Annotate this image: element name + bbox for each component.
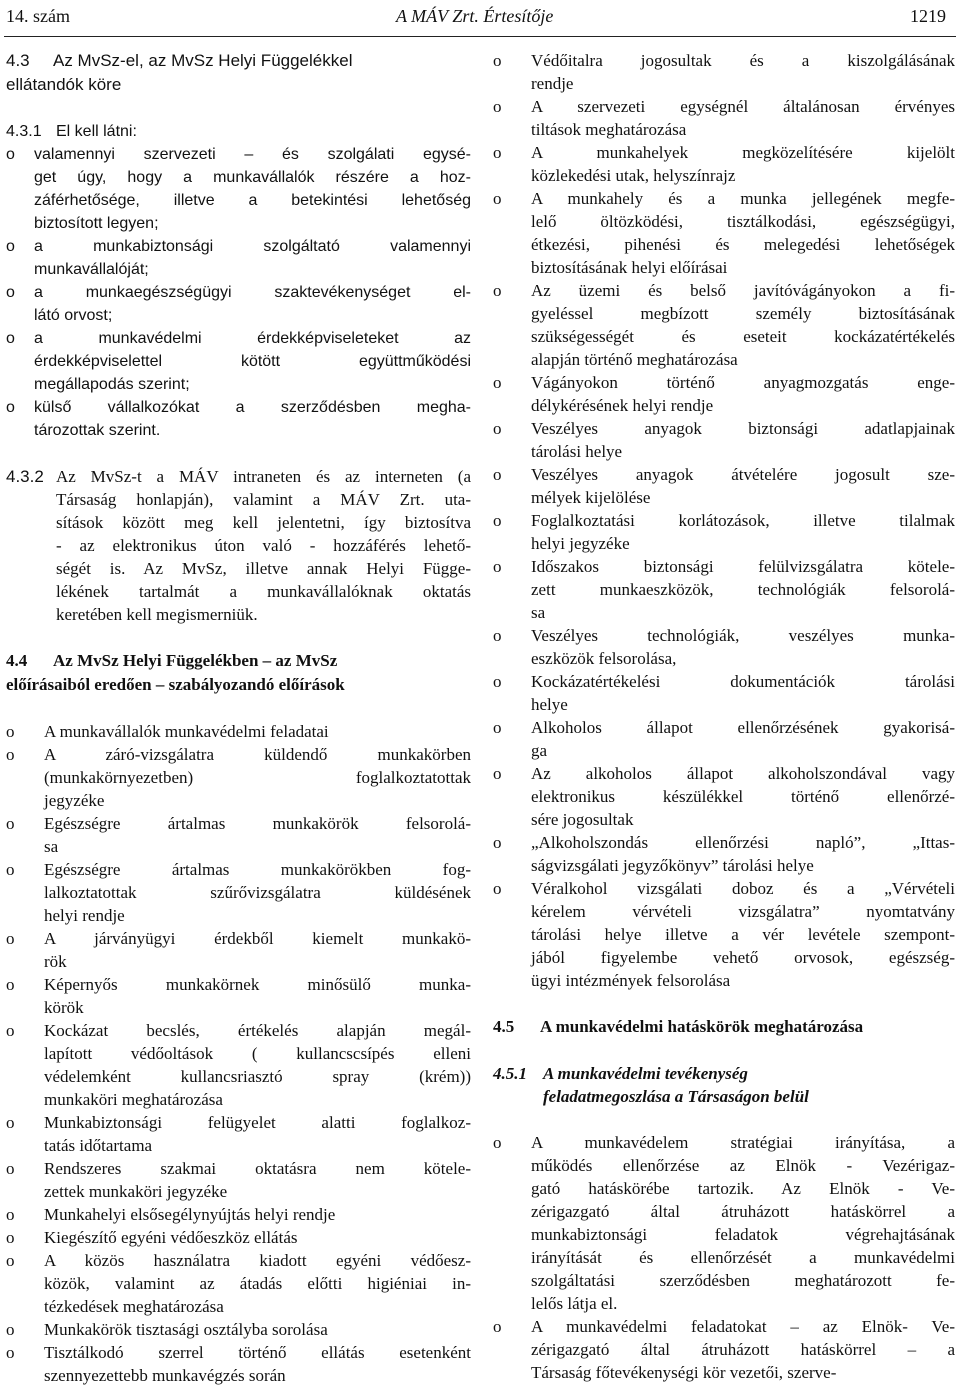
- list-item: [493, 670, 955, 716]
- section-4-5-1-heading: [493, 1062, 955, 1108]
- item-line: tézkedések meghatározása: [44, 1297, 224, 1316]
- bullet-marker: o: [6, 929, 15, 948]
- item-line: Rendszeres szakmai oktatásra nem kötele-: [44, 1159, 471, 1178]
- item-line: szükségességét és eseteit kockázatértékelés: [531, 327, 955, 346]
- item-line: ságvizsgálati jegyzőkönyv” tárolási helye: [531, 856, 814, 875]
- item-line: eszközök felsorolása,: [531, 649, 677, 668]
- bullet-marker: o: [493, 143, 502, 162]
- item-line: mélyek kijelölése: [531, 488, 651, 507]
- item-line: Védőitalra jogosultak és a kiszolgálásának: [531, 51, 955, 70]
- list-item: [6, 1157, 471, 1203]
- page-number: 1219: [910, 6, 946, 26]
- item-line: megállapodás szerint;: [34, 376, 190, 393]
- bullet-marker: o: [6, 745, 15, 764]
- list-item: [493, 187, 955, 279]
- list-item: [493, 141, 955, 187]
- item-line: irányítását és ellenőrzését a munkavédelmi: [531, 1248, 955, 1267]
- publication-title: A MÁV Zrt. Értesítője: [396, 6, 554, 26]
- item-line: szolgáltatási szerződésben meghatározott fe-: [531, 1271, 955, 1290]
- bullet-marker: o: [6, 975, 15, 994]
- item-line: záférhetősége, illetve a betekintési lehetőség: [34, 192, 471, 209]
- regulation-list-continued: [493, 49, 955, 992]
- item-line: helyi rendje: [44, 906, 125, 925]
- heading-line: Az MvSz Helyi Függelékben – az MvSz: [53, 651, 338, 670]
- section-number: 4.3.2: [6, 467, 44, 486]
- item-line: Kockázat becslés, értékelés alapján megál-: [44, 1021, 471, 1040]
- heading-line: Az MvSz-el, az MvSz Helyi Függelékkel: [53, 51, 353, 70]
- list-item: [6, 973, 471, 1019]
- heading-line: A munkavédelmi tevékenység: [543, 1064, 748, 1083]
- list-item: [6, 143, 471, 235]
- bullet-marker: o: [493, 511, 502, 530]
- bullet-marker: o: [6, 1228, 15, 1247]
- responsibility-list: [493, 1131, 955, 1384]
- item-line: lalkoztatottak szűrővizsgálatra küldésének: [44, 883, 471, 902]
- bullet-marker: o: [493, 97, 502, 116]
- bullet-marker: o: [493, 833, 502, 852]
- paragraph-line: Társaság honlapján), valamint a MÁV Zrt. uta-: [56, 490, 471, 509]
- left-column: [6, 40, 471, 1387]
- right-column: [493, 40, 955, 1384]
- bullet-marker: o: [493, 718, 502, 737]
- item-line: Egészségre ártalmas munkakörök felsorolá-: [44, 814, 471, 833]
- paragraph-line: Az MvSz-t a MÁV intraneten és az interneten (a: [56, 467, 471, 486]
- bullet-marker: o: [6, 238, 15, 255]
- bullet-marker: o: [6, 1251, 15, 1270]
- item-line: látó orvost;: [34, 307, 113, 324]
- list-item: [493, 417, 955, 463]
- item-line: a munkaegészségügyi szaktevékenységet el-: [34, 284, 471, 301]
- bullet-marker: o: [6, 399, 15, 416]
- item-line: tiltások meghatározása: [531, 120, 687, 139]
- item-line: A munkavállalók munkavédelmi feladatai: [44, 722, 329, 741]
- item-line: Képernyős munkakörnek minősülő munka-: [44, 975, 471, 994]
- list-item: [6, 1203, 471, 1226]
- item-line: jából figyelembe vehető orvosok, egészség-: [531, 948, 955, 967]
- item-line: gató hatáskörébe tartozik. Az Elnök - Ve-: [531, 1179, 955, 1198]
- heading-line: ellátandók köre: [6, 75, 122, 94]
- bullet-marker: o: [493, 373, 502, 392]
- section-4-3-heading: [6, 49, 471, 97]
- item-line: zett munkaeszközök, technológiák felsorolá-: [531, 580, 955, 599]
- item-line: munkaköri meghatározása: [44, 1090, 223, 1109]
- paragraph-line: - az elektronikus úton való - hozzáférés lehető-: [56, 536, 471, 555]
- section-number: 4.3: [6, 51, 30, 70]
- item-line: Az üzemi és belső javítóvágányokon a fi-: [531, 281, 955, 300]
- heading-line: feladatmegoszlása a Társaságon belül: [543, 1087, 809, 1106]
- bullet-marker: o: [6, 1159, 15, 1178]
- list-item: [6, 1341, 471, 1387]
- list-item: [6, 1019, 471, 1111]
- paragraph-line: keretében kell megismerniük.: [56, 605, 258, 624]
- bullet-marker: o: [493, 764, 502, 783]
- bullet-marker: o: [6, 860, 15, 879]
- bullet-marker: o: [493, 557, 502, 576]
- list-item: [6, 396, 471, 442]
- page-header: [0, 0, 960, 36]
- bullet-marker: o: [6, 1021, 15, 1040]
- item-line: védelemként kullancsriasztó spray (krém)): [44, 1067, 471, 1086]
- paragraph-line: sítások között meg kell jelentetni, így biztosítva: [56, 513, 471, 532]
- bullet-marker: o: [493, 879, 502, 898]
- list-item: [493, 1315, 955, 1384]
- list-item: [493, 831, 955, 877]
- item-line: Időszakos biztonsági felülvizsgálatra kötele-: [531, 557, 955, 576]
- item-line: Munkabiztonsági felügyelet alatti foglalkoz-: [44, 1113, 471, 1132]
- item-line: közlekedési utak, helyszínrajz: [531, 166, 736, 185]
- list-item: [493, 555, 955, 624]
- item-line: külső vállalkozókat a szerződésben megha-: [34, 399, 471, 416]
- item-line: lelős látja el.: [531, 1294, 618, 1313]
- list-item: [6, 720, 471, 743]
- paragraph-line: lékének tartalmát a munkavállalóknak oktatás: [56, 582, 471, 601]
- list-item: [493, 624, 955, 670]
- list-item: [493, 716, 955, 762]
- bullet-marker: o: [6, 330, 15, 347]
- item-line: Társaság főtevékenységi kör vezetői, szerve-: [531, 1363, 837, 1382]
- item-line: A közös használatra kiadott egyéni védőesz-: [44, 1251, 471, 1270]
- item-line: „Alkoholszondás ellenőrzési napló”, „Ittas-: [531, 833, 955, 852]
- item-line: A járványügyi érdekből kiemelt munkakö-: [44, 929, 471, 948]
- list-item: [6, 812, 471, 858]
- item-line: Veszélyes anyagok átvételére jogosult sze-: [531, 465, 955, 484]
- item-line: Vágányokon történő anyagmozgatás enge-: [531, 373, 955, 392]
- bullet-marker: o: [6, 284, 15, 301]
- item-line: rendje: [531, 74, 574, 93]
- bullet-marker: o: [6, 1320, 15, 1339]
- item-line: helyi jegyzéke: [531, 534, 630, 553]
- issue-number: 14. szám: [6, 6, 70, 26]
- bullet-marker: o: [6, 814, 15, 833]
- bullet-marker: o: [493, 419, 502, 438]
- item-line: Kiegészítő egyéni védőeszköz ellátás: [44, 1228, 298, 1247]
- item-line: Alkoholos állapot ellenőrzésének gyakorisá-: [531, 718, 955, 737]
- list-item: [493, 877, 955, 992]
- list-item: [493, 371, 955, 417]
- item-line: étkezési, pihenési és melegedési lehetőségek: [531, 235, 955, 254]
- item-line: zettek munkaköri jegyzéke: [44, 1182, 228, 1201]
- item-line: Munkakörök tisztasági osztályba sorolása: [44, 1320, 328, 1339]
- bullet-marker: o: [493, 1317, 502, 1336]
- item-line: valamennyi szervezeti – és szolgálati egysé-: [34, 146, 471, 163]
- list-item: [493, 762, 955, 831]
- item-line: Tisztálkodó szerrel történő ellátás esetenként: [44, 1343, 471, 1362]
- list-item: [493, 463, 955, 509]
- item-line: tárolási helye: [531, 442, 623, 461]
- item-line: alapján történő meghatározása: [531, 350, 738, 369]
- item-line: érdekképviselettel kötött együttműködési: [34, 353, 471, 370]
- header-rule: [4, 36, 956, 37]
- list-item: [493, 1131, 955, 1315]
- item-line: gyeléssel megbízott személy biztosításának: [531, 304, 955, 323]
- section-number: 4.4: [6, 651, 28, 670]
- item-line: lelő öltözködési, tisztálkodási, egészségügyi,: [531, 212, 955, 231]
- list-item: [6, 1226, 471, 1249]
- list-item: [6, 1111, 471, 1157]
- bullet-marker: o: [493, 465, 502, 484]
- item-line: zérigazgató által átruházott hatáskörrel a: [531, 1202, 955, 1221]
- item-line: sére jogosultak: [531, 810, 634, 829]
- item-line: kérelem vérvételi vizsgálatra” nyomtatvány: [531, 902, 955, 921]
- item-line: tárolási helye illetve a vér levétele szempont-: [531, 925, 955, 944]
- item-line: A munkavédelem stratégiai irányítása, a: [531, 1133, 955, 1152]
- item-line: Egészségre ártalmas munkakörökben fog-: [44, 860, 471, 879]
- item-line: Munkahelyi elsősegélynyújtás helyi rendje: [44, 1205, 336, 1224]
- bullet-marker: o: [493, 51, 502, 70]
- distribution-list: [6, 143, 471, 442]
- heading-line: előírásaiból eredően – szabályozandó előírások: [6, 675, 345, 694]
- list-item: [493, 279, 955, 371]
- item-line: lapított védőoltások ( kullancscsípés elleni: [44, 1044, 471, 1063]
- item-line: get úgy, hogy a munkavállalók részére a hoz-: [34, 169, 471, 186]
- item-line: közök, valamint az átadás előtti higiéniai in-: [44, 1274, 471, 1293]
- item-line: Veszélyes anyagok biztonsági adatlapjainak: [531, 419, 955, 438]
- list-item: [6, 927, 471, 973]
- section-intro: El kell látni:: [56, 123, 137, 140]
- item-line: munkavállalóját;: [34, 261, 149, 278]
- bullet-marker: o: [6, 1113, 15, 1132]
- section-4-3-1: [6, 120, 471, 143]
- list-item: [6, 858, 471, 927]
- item-line: körök: [44, 998, 84, 1017]
- bullet-marker: o: [6, 146, 15, 163]
- item-line: tározottak szerint.: [34, 422, 161, 439]
- list-item: [493, 49, 955, 95]
- item-line: jegyzéke: [44, 791, 105, 810]
- list-item: [6, 1249, 471, 1318]
- list-item: [493, 509, 955, 555]
- item-line: szennyezettebb munkavégzés során: [44, 1366, 286, 1385]
- section-4-5-heading: [493, 1015, 955, 1039]
- section-number: 4.5.1: [493, 1064, 527, 1083]
- item-line: A munkahelyek megközelítésére kijelölt: [531, 143, 955, 162]
- list-item: [6, 327, 471, 396]
- bullet-marker: o: [6, 722, 15, 741]
- item-line: a munkabiztonsági szolgáltató valamennyi: [34, 238, 471, 255]
- bullet-marker: o: [493, 281, 502, 300]
- item-line: Kockázatértékelési dokumentációk tárolási: [531, 672, 955, 691]
- item-line: Az alkoholos állapot alkoholszondával vagy: [531, 764, 955, 783]
- section-4-4-heading: [6, 649, 471, 697]
- bullet-marker: o: [493, 1133, 502, 1152]
- regulation-list: [6, 720, 471, 1387]
- list-item: [6, 1318, 471, 1341]
- item-line: sa: [531, 603, 546, 622]
- bullet-marker: o: [493, 626, 502, 645]
- item-line: A szervezeti egységnél általánosan érvényes: [531, 97, 955, 116]
- item-line: helye: [531, 695, 568, 714]
- section-number: 4.5: [493, 1017, 515, 1036]
- item-line: A záró-vizsgálatra küldendő munkakörben: [44, 745, 471, 764]
- section-4-3-2: [6, 465, 471, 626]
- paragraph-line: ségét is. Az MvSz, illetve annak Helyi Függe-: [56, 559, 471, 578]
- bullet-marker: o: [6, 1205, 15, 1224]
- item-line: rök: [44, 952, 67, 971]
- item-line: elektronikus készülékkel történő ellenőrzé-: [531, 787, 955, 806]
- item-line: Veszélyes technológiák, veszélyes munka-: [531, 626, 955, 645]
- list-item: [6, 235, 471, 281]
- item-line: Foglalkoztatási korlátozások, illetve tilalmak: [531, 511, 955, 530]
- item-line: a munkavédelmi érdekképviseleteket az: [34, 330, 471, 347]
- bullet-marker: o: [493, 189, 502, 208]
- item-line: ga: [531, 741, 548, 760]
- item-line: biztosított legyen;: [34, 215, 159, 232]
- item-line: Véralkohol vizsgálati doboz és a „Vérvételi: [531, 879, 955, 898]
- item-line: zérigazgató által átruházott hatáskörrel – a: [531, 1340, 955, 1359]
- list-item: [6, 281, 471, 327]
- heading-line: A munkavédelmi hatáskörök meghatározása: [540, 1017, 864, 1036]
- item-line: munkabiztonsági feladatok végrehajtásának: [531, 1225, 955, 1244]
- bullet-marker: o: [493, 672, 502, 691]
- item-line: A munkahely és a munka jellegének megfe-: [531, 189, 955, 208]
- bullet-marker: o: [6, 1343, 15, 1362]
- item-line: működés ellenőrzése az Elnök - Vezérigaz-: [531, 1156, 955, 1175]
- item-line: (munkakörnyezetben) foglalkoztatottak: [44, 768, 471, 787]
- item-line: tatás időtartama: [44, 1136, 153, 1155]
- item-line: A munkavédelmi feladatokat – az Elnök- Ve-: [531, 1317, 955, 1336]
- item-line: sa: [44, 837, 59, 856]
- section-number: 4.3.1: [6, 123, 42, 140]
- item-line: biztosításának helyi előírásai: [531, 258, 728, 277]
- list-item: [6, 743, 471, 812]
- list-item: [493, 95, 955, 141]
- item-line: délykérésének helyi rendje: [531, 396, 714, 415]
- item-line: ügyi intézmények felsorolása: [531, 971, 731, 990]
